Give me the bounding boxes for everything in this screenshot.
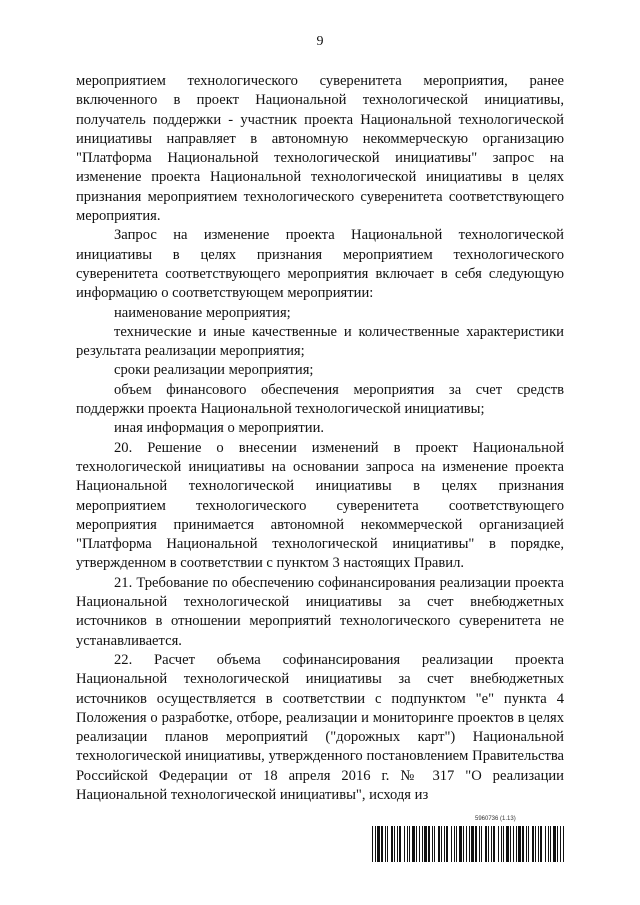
paragraph: Запрос на изменение проекта Национальной технологической инициативы в целях признания мероприятием технологического суверенитета соответствующего мероприятия включает в себя следующую информацию о соответствующем мероприятии:: [76, 227, 564, 302]
page-number: 9: [316, 34, 324, 49]
paragraph: 20. Решение о внесении изменений в проект Национальной технологической инициативы на основании запроса на изменение проекта Национальной технологической инициативы в целях признания мероприятием технологического суверенитета соответствующего мероприятия принимается автономной некоммерческой организацией "Платформа Национальной технологической инициативы" в порядке, утвержденном в соответствии с пунктом 3 настоящих Правил.: [76, 439, 564, 572]
paragraph: мероприятием технологического суверенитета мероприятия, ранее включенного в проект Национальной технологической инициативы, получатель поддержки - участник проекта Национальной технологической инициативы направляет в автономную некоммерческую организацию "Платформа Национальной технологической инициативы" запрос на изменение проекта Национальной технологической инициативы в целях признания мероприятием технологического суверенитета соответствующего мероприятия.: [76, 73, 564, 225]
paragraph: наименование мероприятия;: [114, 304, 291, 321]
paragraph: 21. Требование по обеспечению софинансирования реализации проекта Национальной технологической инициативы за счет внебюджетных источников в отношении мероприятий технологического суверенитета не устанавливается.: [76, 574, 564, 649]
paragraph: объем финансового обеспечения мероприятия за счет средств поддержки проекта Национальной технологической инициативы;: [76, 381, 564, 418]
paragraph: 22. Расчет объема софинансирования реализации проекта Национальной технологической инициативы за счет внебюджетных источников осуществляется в соответствии с подпунктом "е" пункта 4 Положения о разработке, отборе, реализации и мониторинге проектов в целях реализации планов мероприятий ("дорожных карт") Национальной технологической инициативы, утвержденного постановлением Правительства Российской Федерации от 18 апреля 2016 г. № 317 "О реализации Национальной технологической инициативы", исходя из: [76, 651, 564, 803]
paragraph: технические и иные качественные и количественные характеристики результата реализации мероприятия;: [76, 323, 564, 360]
paragraph: сроки реализации мероприятия;: [114, 362, 314, 379]
paragraph: иная информация о мероприятии.: [114, 420, 325, 437]
barcode: [372, 826, 564, 862]
document-body: [76, 72, 564, 805]
document-code: 5960736 (1.13): [475, 816, 516, 822]
